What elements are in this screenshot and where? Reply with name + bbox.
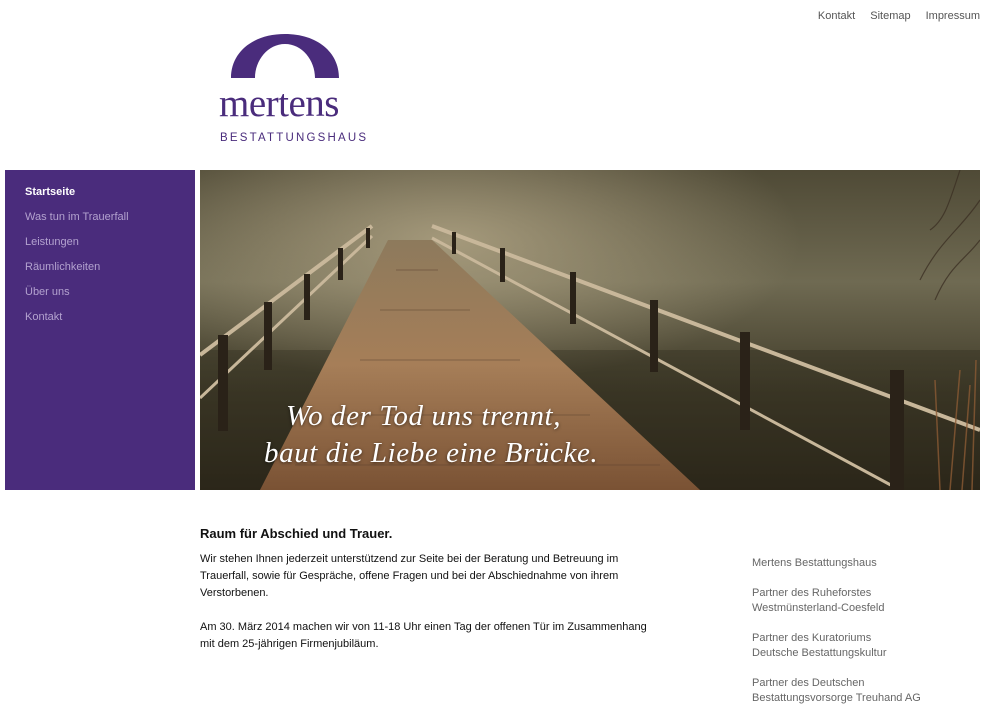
content-heading: Raum für Abschied und Trauer. xyxy=(200,526,393,541)
logo[interactable] xyxy=(219,34,369,146)
top-nav-impressum-link[interactable]: Impressum xyxy=(925,10,980,22)
partner-item-kuratorium[interactable] xyxy=(752,631,952,661)
top-nav xyxy=(818,10,980,22)
top-nav-sitemap-link[interactable]: Sitemap xyxy=(870,10,911,22)
partner-line: Mertens Bestattungshaus xyxy=(752,557,877,569)
top-nav-kontakt-link[interactable]: Kontakt xyxy=(817,10,856,22)
logo-arch-icon xyxy=(231,34,339,78)
partner-list xyxy=(752,556,952,721)
hero-quote-line2: baut die Liebe eine Brücke. xyxy=(264,437,599,469)
sidebar-item-ueber-uns[interactable]: Über uns xyxy=(25,286,70,298)
partner-line: Partner des Ruheforstes xyxy=(752,587,872,599)
partner-line: Partner des Kuratoriums xyxy=(752,632,872,644)
partner-line: Deutsche Bestattungskultur xyxy=(752,647,887,659)
main-content xyxy=(200,526,660,670)
sidebar-item-leistungen[interactable]: Leistungen xyxy=(25,236,79,248)
content-paragraph-2: Am 30. März 2014 machen wir von 11-18 Uhr einen Tag der offenen Tür im Zusammenhang mit dem 25-jährigen Firmenjubiläum. xyxy=(200,621,647,650)
sidebar-item-raeumlichkeiten[interactable]: Räumlichkeiten xyxy=(25,261,101,273)
partner-item-mertens[interactable] xyxy=(752,556,952,571)
sidebar-item-kontakt[interactable]: Kontakt xyxy=(25,311,63,323)
content-paragraph-1: Wir stehen Ihnen jederzeit unterstützend zur Seite bei der Beratung und Betreuung im Trauerfall, sowie für Gespräche, offene Fragen und bei der Abschiednahme von ihrem Verstorbenen. xyxy=(200,553,619,599)
sidebar-item-startseite[interactable]: Startseite xyxy=(25,186,76,198)
hero-banner xyxy=(200,170,980,490)
logo-wordmark: mertens xyxy=(219,82,339,125)
partner-item-ruheforst[interactable] xyxy=(752,586,952,616)
partner-item-treuhand[interactable] xyxy=(752,676,952,706)
hero-quote xyxy=(264,398,598,472)
partner-line: Bestattungsvorsorge Treuhand AG xyxy=(752,692,921,704)
partner-line: Westmünsterland-Coesfeld xyxy=(752,602,885,614)
partner-line: Partner des Deutschen xyxy=(752,677,865,689)
hero-quote-line1: Wo der Tod uns trennt, xyxy=(286,400,562,432)
sidebar-item-trauerfall[interactable]: Was tun im Trauerfall xyxy=(25,211,129,223)
logo-subtitle: BESTATTUNGSHAUS xyxy=(220,132,369,144)
sidebar-nav xyxy=(5,170,195,490)
